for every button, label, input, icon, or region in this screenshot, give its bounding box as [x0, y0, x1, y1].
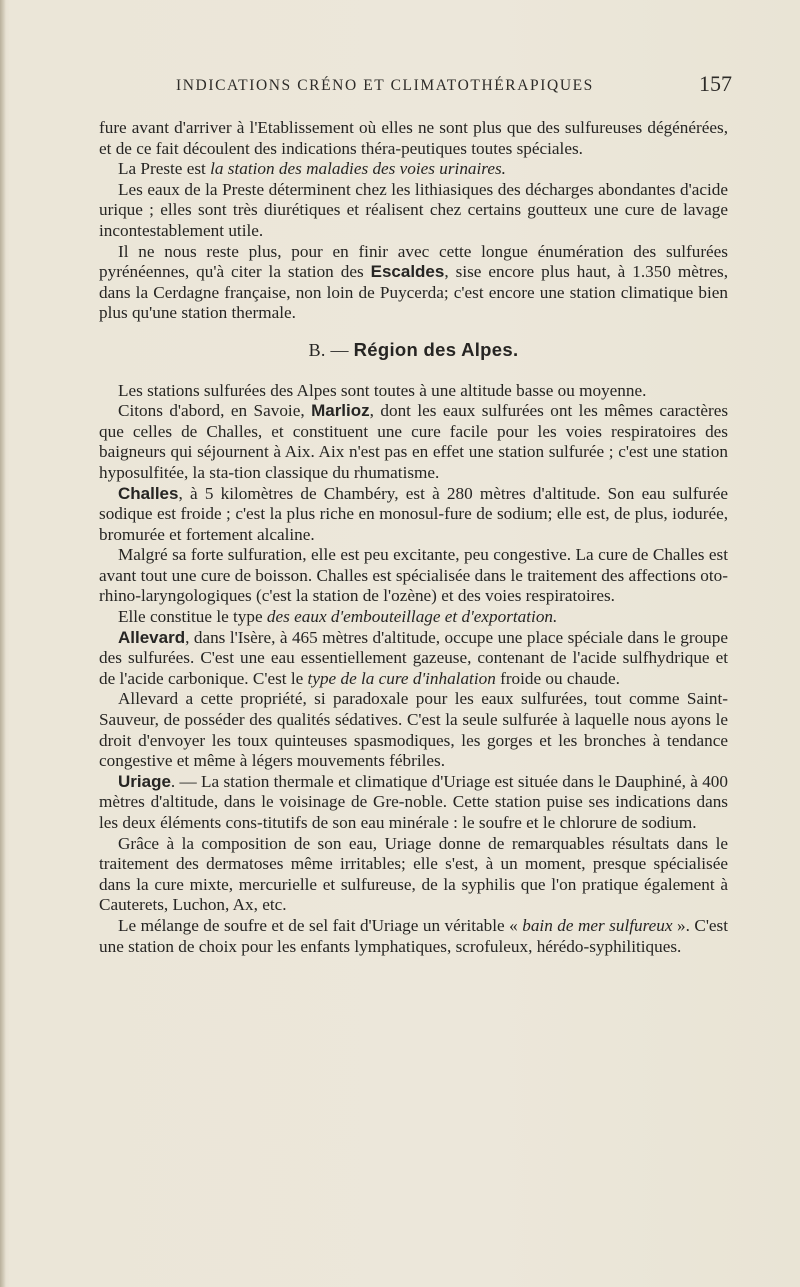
italic-phrase: la station des maladies des voies urinaires. [210, 159, 506, 179]
paragraph-text: , dont les eaux sulfurées ont les mêmes caractères que celles de Challes, et constituent une cure facile pour les voies respiratoires des baigneurs qui séjournent à Aix. Aix n'est pas en effet une station sulfurée ; c'est une station hyposulfitée, la sta-tion classique du rhumatisme. [99, 401, 729, 482]
paragraph-text: Les eaux de la Preste déterminent chez les lithiasiques des décharges abondantes d'acide urique ; elles sont très diurétiques et réalisent chez certains goutteux une cure de lavage incontestablement utile. [99, 179, 728, 240]
page-edge-shadow [0, 0, 6, 1287]
paragraph-text: ». C'est une station de choix pour les enfants lymphatiques, scrofuleux, hérédo-syphilitiques. [99, 915, 729, 956]
station-name-escaldes: Escaldes [370, 262, 445, 282]
paragraph-continuation [99, 118, 728, 159]
paragraph-text: , sise encore plus haut, à 1.350 mètres, dans la Cerdagne française, non loin de Puycerda; c'est encore une station climatique bien plus qu'une station thermale. [99, 262, 728, 323]
paragraph-text: Grâce à la composition de son eau, Uriage donne de remarquables résultats dans le traitement des dermatoses même irritables; elle s'est, à un moment, presque spécialisée dans la cure mixte, mercurielle et sulfureuse, de la syphilis que l'on pratique également à Cauterets, Luchon, Ax, etc. [99, 833, 728, 915]
body-text [99, 118, 728, 957]
paragraph-text: Le mélange de soufre et de sel fait d'Uriage un véritable « [118, 915, 523, 935]
paragraph-text: , dans l'Isère, à 465 mètres d'altitude, occupe une place spéciale dans le groupe des sulfurées. C'est une eau essentiellement gazeuse, contenant de l'acide sulfhydrique et de l'acide carbonique. C'est le [99, 627, 728, 688]
paragraph-marlioz [99, 401, 728, 483]
section-prefix: B. — [308, 339, 354, 360]
paragraph-allevard [99, 628, 728, 690]
running-head: INDICATIONS CRÉNO ET CLIMATOTHÉRAPIQUES [176, 77, 594, 94]
italic-phrase: des eaux d'embouteillage et d'exportation. [266, 607, 558, 627]
paragraph-text: , à 5 kilomètres de Chambéry, est à 280 mètres d'altitude. Son eau sulfurée sodique est froide ; c'est la plus riche en monosul-fure de sodium; elle est, de plus, iodurée, bromurée et fortement alcaline. [99, 483, 728, 544]
paragraph-uriage-bain [99, 916, 728, 957]
paragraph-uriage [99, 772, 728, 834]
section-heading [99, 340, 728, 361]
paragraph-alpes-intro [99, 381, 728, 402]
paragraph-text: Les stations sulfurées des Alpes sont toutes à une altitude basse ou moyenne. [118, 380, 647, 400]
paragraph-text: Malgré sa forte sulfuration, elle est peu excitante, peu congestive. La cure de Challes est avant tout une cure de boisson. Challes est spécialisée dans le traitement des affections oto-rhino-laryngologiques (c'est la station de l'ozène) et des voies respiratoires. [99, 545, 728, 606]
paragraph-text: Il ne nous reste plus, pour en finir avec cette longue énumération des sulfurées pyrénéennes, qu'à citer la station des [99, 241, 728, 282]
paragraph-text: Elle constitue le type [118, 607, 267, 627]
paragraph-uriage-results [99, 834, 728, 916]
page-header [176, 72, 732, 102]
paragraph-text: La Preste est [118, 159, 211, 179]
paragraph-text: . — La station thermale et climatique d'Uriage est située dans le Dauphiné, à 400 mètres d'altitude, dans le voisinage de Gre-noble. Cette station puise ses indications dans les deux éléments cons-titutifs de son eau minérale : le soufre et le chlorure de sodium. [99, 771, 728, 832]
paragraph-preste-effects [99, 180, 728, 242]
station-name-marlioz: Marlioz [311, 401, 370, 421]
station-name-challes: Challes [118, 483, 179, 503]
italic-phrase: bain de mer sulfureux [522, 915, 673, 935]
paragraph-text: froide ou chaude. [495, 668, 620, 688]
paragraph-allevard-properties [99, 689, 728, 771]
paragraph-challes-cure [99, 545, 728, 607]
paragraph-escaldes [99, 242, 728, 324]
station-name-uriage: Uriage [118, 771, 171, 791]
station-name-allevard: Allevard [118, 627, 186, 647]
paragraph-challes [99, 484, 728, 546]
paragraph-la-preste [99, 159, 728, 180]
section-title: Région des Alpes. [353, 338, 519, 360]
page-number: 157 [699, 71, 732, 96]
paragraph-text: fure avant d'arriver à l'Etablissement où elles ne sont plus que des sulfureuses dégénérées, et de ce fait découlent des indications théra-peutiques toutes spéciales. [99, 118, 728, 158]
italic-phrase: type de la cure d'inhalation [307, 668, 496, 688]
paragraph-challes-type [99, 607, 728, 628]
paragraph-text: Citons d'abord, en Savoie, [118, 401, 312, 421]
paragraph-text: Allevard a cette propriété, si paradoxale pour les eaux sulfurées, tout comme Saint-Sauveur, de posséder des qualités sédatives. C'est la seule sulfurée à laquelle nous ayons le droit d'envoyer les toux quinteuses spasmodiques, les gorges et les bronches à tendance congestive et même à légers mouvements fébriles. [99, 689, 728, 771]
